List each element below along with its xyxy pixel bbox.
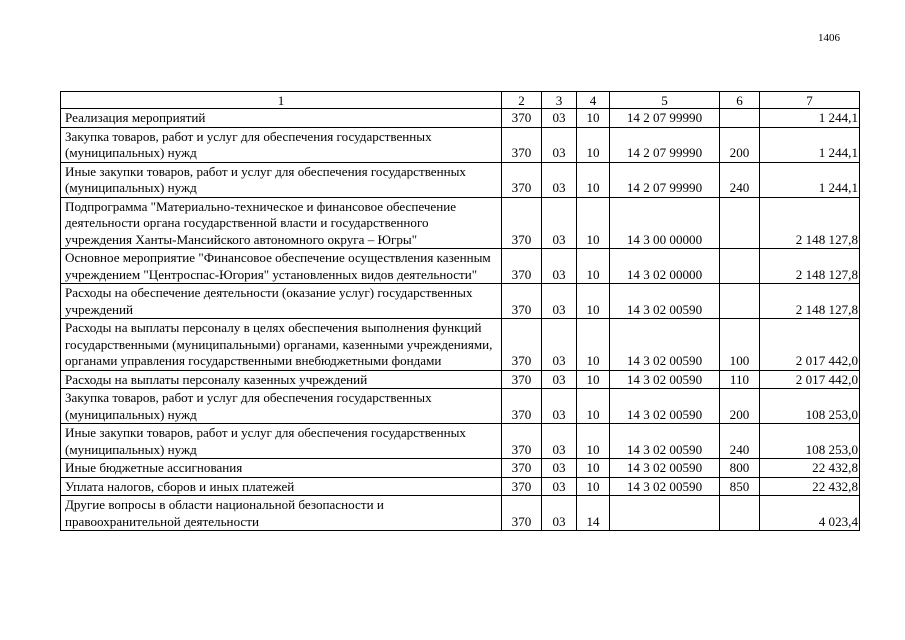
cell-subsection: 10 [577, 459, 610, 478]
cell-section: 03 [542, 319, 577, 371]
cell-expense-type: 200 [720, 389, 760, 424]
cell-expense-type: 850 [720, 477, 760, 496]
cell-subsection: 10 [577, 370, 610, 389]
page-number: 1406 [818, 32, 840, 44]
cell-subsection: 10 [577, 109, 610, 128]
row-name: Другие вопросы в области национальной безопасности и правоохранительной деятельности [61, 496, 502, 531]
cell-amount: 108 253,0 [760, 424, 860, 459]
table-row [61, 284, 860, 319]
cell-code: 370 [502, 284, 542, 319]
cell-target-article: 14 2 07 99990 [610, 109, 720, 128]
column-header: 3 [542, 92, 577, 109]
table-header-row [61, 92, 860, 109]
table-row [61, 424, 860, 459]
table-row [61, 319, 860, 371]
cell-code: 370 [502, 109, 542, 128]
cell-amount: 1 244,1 [760, 162, 860, 197]
cell-section: 03 [542, 109, 577, 128]
cell-expense-type [720, 284, 760, 319]
cell-code: 370 [502, 424, 542, 459]
column-header: 7 [760, 92, 860, 109]
cell-target-article: 14 3 02 00590 [610, 424, 720, 459]
cell-amount: 22 432,8 [760, 459, 860, 478]
cell-amount: 2 148 127,8 [760, 249, 860, 284]
cell-section: 03 [542, 197, 577, 249]
cell-expense-type: 240 [720, 162, 760, 197]
cell-section: 03 [542, 424, 577, 459]
cell-section: 03 [542, 249, 577, 284]
cell-code: 370 [502, 389, 542, 424]
cell-section: 03 [542, 370, 577, 389]
row-name: Иные бюджетные ассигнования [61, 459, 502, 478]
cell-section: 03 [542, 496, 577, 531]
cell-subsection: 10 [577, 127, 610, 162]
cell-target-article: 14 3 02 00590 [610, 370, 720, 389]
row-name: Иные закупки товаров, работ и услуг для обеспечения государственных (муниципальных) нужд [61, 162, 502, 197]
cell-amount: 2 017 442,0 [760, 319, 860, 371]
cell-code: 370 [502, 496, 542, 531]
cell-code: 370 [502, 162, 542, 197]
cell-subsection: 10 [577, 284, 610, 319]
budget-table [60, 91, 860, 531]
cell-target-article: 14 3 02 00590 [610, 284, 720, 319]
cell-expense-type [720, 197, 760, 249]
table-row [61, 389, 860, 424]
cell-target-article: 14 3 02 00590 [610, 459, 720, 478]
table-row [61, 197, 860, 249]
row-name: Реализация мероприятий [61, 109, 502, 128]
cell-code: 370 [502, 477, 542, 496]
cell-target-article: 14 3 02 00000 [610, 249, 720, 284]
cell-subsection: 10 [577, 477, 610, 496]
row-name: Иные закупки товаров, работ и услуг для обеспечения государственных (муниципальных) нужд [61, 424, 502, 459]
row-name: Закупка товаров, работ и услуг для обеспечения государственных (муниципальных) нужд [61, 389, 502, 424]
cell-code: 370 [502, 459, 542, 478]
cell-amount: 22 432,8 [760, 477, 860, 496]
cell-section: 03 [542, 127, 577, 162]
cell-subsection: 10 [577, 162, 610, 197]
table-row [61, 249, 860, 284]
cell-expense-type [720, 249, 760, 284]
cell-section: 03 [542, 389, 577, 424]
cell-expense-type: 800 [720, 459, 760, 478]
cell-target-article: 14 3 02 00590 [610, 319, 720, 371]
cell-code: 370 [502, 319, 542, 371]
cell-amount: 1 244,1 [760, 127, 860, 162]
column-header: 2 [502, 92, 542, 109]
cell-amount: 2 148 127,8 [760, 197, 860, 249]
row-name: Расходы на выплаты персоналу казенных учреждений [61, 370, 502, 389]
cell-amount: 1 244,1 [760, 109, 860, 128]
cell-code: 370 [502, 249, 542, 284]
cell-amount: 108 253,0 [760, 389, 860, 424]
row-name: Расходы на выплаты персоналу в целях обеспечения выполнения функций государственными (муниципальными) органами, казенными учреждениями, органами управления государственными внебюджетными фондами [61, 319, 502, 371]
cell-amount: 2 017 442,0 [760, 370, 860, 389]
row-name: Основное мероприятие "Финансовое обеспечение осуществления казенным учреждением "Центроспас-Югория" установленных видов деятельности" [61, 249, 502, 284]
row-name: Подпрограмма "Материально-техническое и финансовое обеспечение деятельности органа государственной власти и государственного учреждения Ханты-Мансийского автономного округа – Югры" [61, 197, 502, 249]
cell-subsection: 10 [577, 424, 610, 459]
table-row [61, 477, 860, 496]
cell-subsection: 10 [577, 319, 610, 371]
cell-section: 03 [542, 459, 577, 478]
table-row [61, 109, 860, 128]
table-row [61, 496, 860, 531]
row-name: Уплата налогов, сборов и иных платежей [61, 477, 502, 496]
table-row [61, 162, 860, 197]
row-name: Закупка товаров, работ и услуг для обеспечения государственных (муниципальных) нужд [61, 127, 502, 162]
row-name: Расходы на обеспечение деятельности (оказание услуг) государственных учреждений [61, 284, 502, 319]
cell-expense-type [720, 109, 760, 128]
cell-section: 03 [542, 162, 577, 197]
cell-target-article: 14 3 02 00590 [610, 389, 720, 424]
cell-target-article: 14 3 02 00590 [610, 477, 720, 496]
cell-amount: 4 023,4 [760, 496, 860, 531]
cell-code: 370 [502, 127, 542, 162]
cell-subsection: 10 [577, 197, 610, 249]
cell-expense-type [720, 496, 760, 531]
cell-expense-type: 240 [720, 424, 760, 459]
column-header: 4 [577, 92, 610, 109]
column-header: 5 [610, 92, 720, 109]
cell-target-article: 14 2 07 99990 [610, 162, 720, 197]
column-header: 6 [720, 92, 760, 109]
cell-code: 370 [502, 370, 542, 389]
table-row [61, 127, 860, 162]
cell-subsection: 10 [577, 389, 610, 424]
cell-amount: 2 148 127,8 [760, 284, 860, 319]
cell-expense-type: 110 [720, 370, 760, 389]
table-row [61, 459, 860, 478]
cell-section: 03 [542, 477, 577, 496]
cell-subsection: 10 [577, 249, 610, 284]
cell-target-article: 14 3 00 00000 [610, 197, 720, 249]
cell-expense-type: 100 [720, 319, 760, 371]
cell-code: 370 [502, 197, 542, 249]
table-row [61, 370, 860, 389]
cell-target-article [610, 496, 720, 531]
cell-subsection: 14 [577, 496, 610, 531]
column-header: 1 [61, 92, 502, 109]
cell-expense-type: 200 [720, 127, 760, 162]
cell-target-article: 14 2 07 99990 [610, 127, 720, 162]
cell-section: 03 [542, 284, 577, 319]
